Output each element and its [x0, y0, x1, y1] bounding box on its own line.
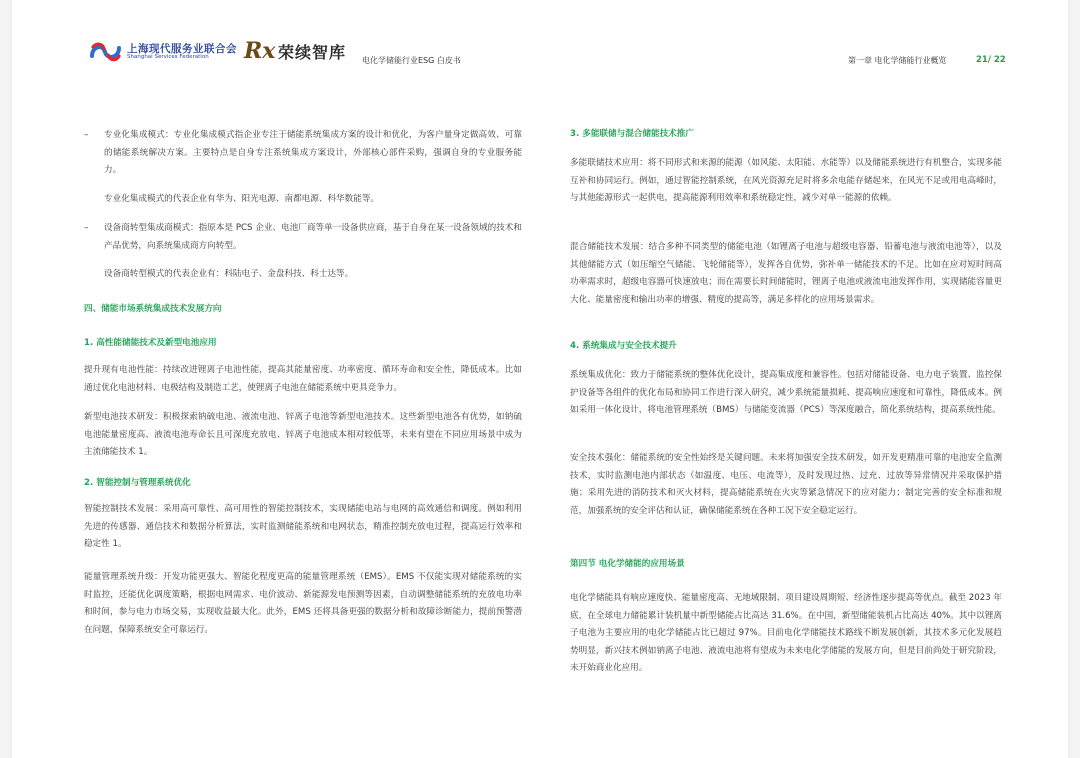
section-heading: 四、储能市场系统集成技术发展方向	[84, 304, 222, 314]
brand-logo-mark: Rx	[244, 38, 276, 64]
subsection-heading: 1. 高性能储能技术及新型电池应用	[84, 338, 217, 348]
paragraph: 混合储能技术发展：结合多种不同类型的储能电池（如锂离子电池与超级电容器、铅蓄电池与液流电池等），以及其他储能方式（如压缩空气储能、飞轮储能等），发挥各自优势，弥补单一储能技术的不足。比如在应对短时间高功率需求时，超级电容器可快速放电；而在需要长时间储能时，锂离子电池或液流电池发挥作用，实现储能容量更大化、能量密度和输出功率的增强、精度的提高等，满足多样化的应用场景需求。	[570, 242, 1002, 305]
bullet-dash: –	[84, 130, 89, 140]
paragraph: 电化学储能具有响应速度快、能量密度高、无地域限制、项目建设周期短、经济性逐步提高等优点。截至 2023 年底，在全球电力储能累计装机量中新型储能占比高达 31.6%。在中国，新型储能装机占比高达 40%。其中以锂离子电池为主要应用的电化学储能占比已超过 97%。目前电化学储能技术路线不断发展创新，其技术多元化发展趋势明显，新兴技术例如钠离子电池、液流电池将有望成为未来电化学储能的发展方向，但是目前尚处于研究阶段，未开始商业化应用。	[570, 593, 1002, 674]
subsection-heading: 2. 智能控制与管理系统优化	[84, 478, 191, 488]
paragraph: 多能联储技术应用：将不同形式和来源的能源（如风能、太阳能、水能等）以及储能系统进行有机整合，实现多能互补和协同运行。例如，通过智能控制系统，在风光资源充足时将多余电能存储起来，在风光不足或用电高峰时，与其他能源形式一起供电，提高能源利用效率和系统稳定性，减少对单一能源的依赖。	[570, 158, 1002, 204]
paragraph: 提升现有电池性能：持续改进锂离子电池性能，提高其能量密度、功率密度、循环寿命和安全性，降低成本。比如通过优化电池材料、电极结构及制造工艺，使锂离子电池在储能系统中更具竞争力。	[84, 365, 522, 393]
paragraph: 新型电池技术研发：积极探索钠硫电池、液流电池、锌离子电池等新型电池技术。这些新型电池各有优势，如钠硫电池能量密度高、液流电池寿命长且可深度充放电、锌离子电池成本相对较低等，未来有望在不同应用场景中成为主流储能技术 1。	[84, 412, 522, 458]
paragraph: 智能控制技术发展：采用高可靠性、高可用性的智能控制技术，实现储能电站与电网的高效通信和调度。例如利用先进的传感器、通信技术和数据分析算法，实时监测储能系统和电网状态，精准控制充放电过程，提高运行效率和稳定性 1。	[84, 504, 522, 550]
paragraph: 能量管理系统升级：开发功能更强大、智能化程度更高的能量管理系统（EMS）。EMS 不仅能实现对储能系统的实时监控，还能优化调度策略，根据电网需求、电价波动、新能源发电预测等因素，自动调整储能系统的充放电功率和时间，参与电力市场交易，实现收益最大化。此外，EMS 还将具备更强的数据分析和故障诊断能力，提前预警潜在问题，保障系统安全可靠运行。	[84, 572, 522, 635]
bullet-dash: –	[84, 223, 89, 233]
ssf-logo-icon	[89, 40, 123, 64]
org-name-cn: 上海现代服务业联合会	[127, 43, 237, 55]
paragraph: 安全技术强化：储能系统的安全性始终是关键问题。未来将加强安全技术研发，如开发更精准可靠的电池安全监测技术，实时监测电池内部状态（如温度、电压、电流等），及时发现过热、过充、过放等异常情况并采取保护措施；采用先进的消防技术和灭火材料，提高储能系统在火灾等紧急情况下的应对能力；制定完善的安全标准和规范，加强系统的安全评估和认证，确保储能系统在各种工况下安全稳定运行。	[570, 453, 1002, 516]
page-number: 21/ 22	[976, 55, 1006, 65]
paragraph: 专业化集成模式的代表企业有华为、阳光电源、南都电源、科华数能等。	[104, 194, 380, 204]
org-name-en: Shanghai Services Federation	[127, 54, 209, 60]
subsection-heading: 4. 系统集成与安全技术提升	[570, 341, 677, 351]
document-page	[12, 0, 1068, 758]
section-heading: 第四节 电化学储能的应用场景	[570, 559, 685, 569]
subsection-heading: 3. 多能联储与混合储能技术推广	[570, 129, 694, 139]
brand-name: 荣续智库	[278, 43, 347, 62]
ssf-logo	[89, 40, 239, 66]
document-title: 电化学储能行业ESG 白皮书	[362, 56, 461, 65]
paragraph: 设备商转型模式的代表企业有：科陆电子、金盘科技、科士达等。	[104, 269, 354, 279]
chapter-title: 第一章 电化学储能行业概览	[848, 56, 947, 65]
list-item: 设备商转型集成商模式：指原本是 PCS 企业、电池厂商等单一设备供应商，基于自身在某一设备领域的技术和产品优势，向系统集成商方向转型。	[104, 223, 522, 251]
list-item: 专业化集成模式：专业化集成模式指企业专注于储能系统集成方案的设计和优化，为客户量身定做高效、可靠的储能系统解决方案。主要特点是自身专注系统集成方案设计，外部核心部件采购，强调自身的专业服务能力。	[104, 130, 522, 176]
paragraph: 系统集成优化：致力于储能系统的整体优化设计，提高集成度和兼容性。包括对储能设备、电力电子装置、监控保护设备等各组件的优化布局和协同工作进行深入研究，减少系统能量损耗、提高响应速度和可靠性，降低成本。例如采用一体化设计，将电池管理系统（BMS）与储能变流器（PCS）等深度融合，简化系统结构，提高系统性能。	[570, 370, 1002, 416]
